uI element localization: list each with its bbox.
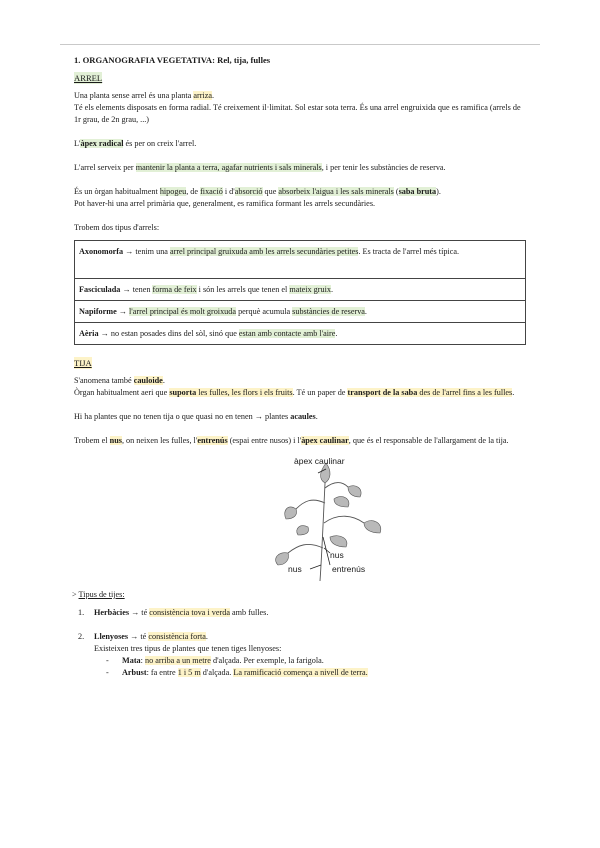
highlight-apex-radical: àpex radical xyxy=(80,139,124,148)
tija-paragraph-3: Hi ha plantes que no tenen tija o que quasi no en tenen → plantes acaules. xyxy=(74,412,318,421)
tija-paragraph-1: S'anomena també cauloide. xyxy=(74,376,165,385)
arrel-paragraph-1: Una planta sense arrel és una planta arriza. xyxy=(74,91,215,100)
llenyoses-intro: Existeixen tres tipus de plantes que tenen tiges llenyoses: xyxy=(94,644,282,653)
list-item: 1. Herbàcies → té consistència tova i verda amb fulles. xyxy=(78,608,269,617)
arrel-paragraph-7: Trobem dos tipus d'arrels: xyxy=(74,223,160,232)
stem-types-intro: > Tipus de tijes: xyxy=(72,590,125,599)
tija-paragraph-4: Trobem el nus, on neixen les fulles, l'entrenús (espai entre nusos) i l'àpex caulinar, que és el responsable de l'allargament de la tija. xyxy=(74,436,509,445)
arrel-paragraph-3: L'àpex radical és per on creix l'arrel. xyxy=(74,139,197,148)
highlight-functions: mantenir la planta a terra, agafar nutrients i sals minerals xyxy=(135,163,322,172)
arrel-paragraph-4: L'arrel serveix per mantenir la planta a terra, agafar nutrients i sals minerals, i per tenir les substàncies de reserva. xyxy=(74,163,446,172)
arrel-paragraph-6: Pot haver-hi una arrel primària que, generalment, es ramifica formant les arrels secundàries. xyxy=(74,199,376,208)
table-row: Napiforme → l'arrel principal és molt groixuda perquè acumula substàncies de reserva. xyxy=(75,301,526,323)
table-row: Axonomorfa → tenim una arrel principal gruixuda amb les arrels secundàries petites. Es tracta de l'arrel més típica. xyxy=(75,241,526,279)
label-entrenus: entrenús xyxy=(332,564,366,574)
title-number: 1. xyxy=(74,55,81,65)
title-main: ORGANOGRAFIA VEGETATIVA: xyxy=(82,55,215,65)
title-rest: Rel, tija, fulles xyxy=(217,55,271,65)
header-rule xyxy=(60,44,540,45)
tija-paragraph-2: Òrgan habitualment aeri que suporta les fulles, les flors i els fruits. Té un paper de transport de la saba des de l'arrel fins a les fulles. xyxy=(74,388,515,397)
table-row: Fasciculada → tenen forma de feix i són les arrels que tenen el mateix gruix. xyxy=(75,279,526,301)
heading-arrel: ARREL xyxy=(74,73,103,83)
arrel-paragraph-5: És un òrgan habitualment hipogeu, de fixació i d'absorció que absorbeix l'aigua i les sals minerals (saba bruta). xyxy=(74,187,441,196)
document-body xyxy=(74,54,526,679)
label-nus-right: nus xyxy=(330,550,344,560)
label-nus-left: nus xyxy=(288,564,302,574)
list-item: - Mata: no arriba a un metre d'alçada. Per exemple, la farigola. xyxy=(106,656,324,665)
table-row: Aèria → no estan posades dins del sòl, sinó que estan amb contacte amb l'aire. xyxy=(75,323,526,345)
list-item: - Arbust: fa entre 1 i 5 m d'alçada. La ramificació comença a nivell de terra. xyxy=(106,668,368,677)
heading-tija: TIJA xyxy=(74,358,92,368)
stem-types-list xyxy=(74,607,526,643)
highlight-arriza: arriza xyxy=(193,91,212,100)
list-item: 2. Llenyoses → té consistència forta. xyxy=(78,632,208,641)
stem-illustration xyxy=(268,453,398,583)
section-title xyxy=(74,54,526,66)
arrel-paragraph-2: Té els elements disposats en forma radial. Té creixement il·limitat. Sol estar sota terra. És una arrel engruixida que es ramifica (arrels de 1r grau, de 2n grau, ...) xyxy=(74,103,521,124)
root-types-table xyxy=(74,240,526,345)
label-apex-caulinar: àpex caulinar xyxy=(294,456,345,466)
